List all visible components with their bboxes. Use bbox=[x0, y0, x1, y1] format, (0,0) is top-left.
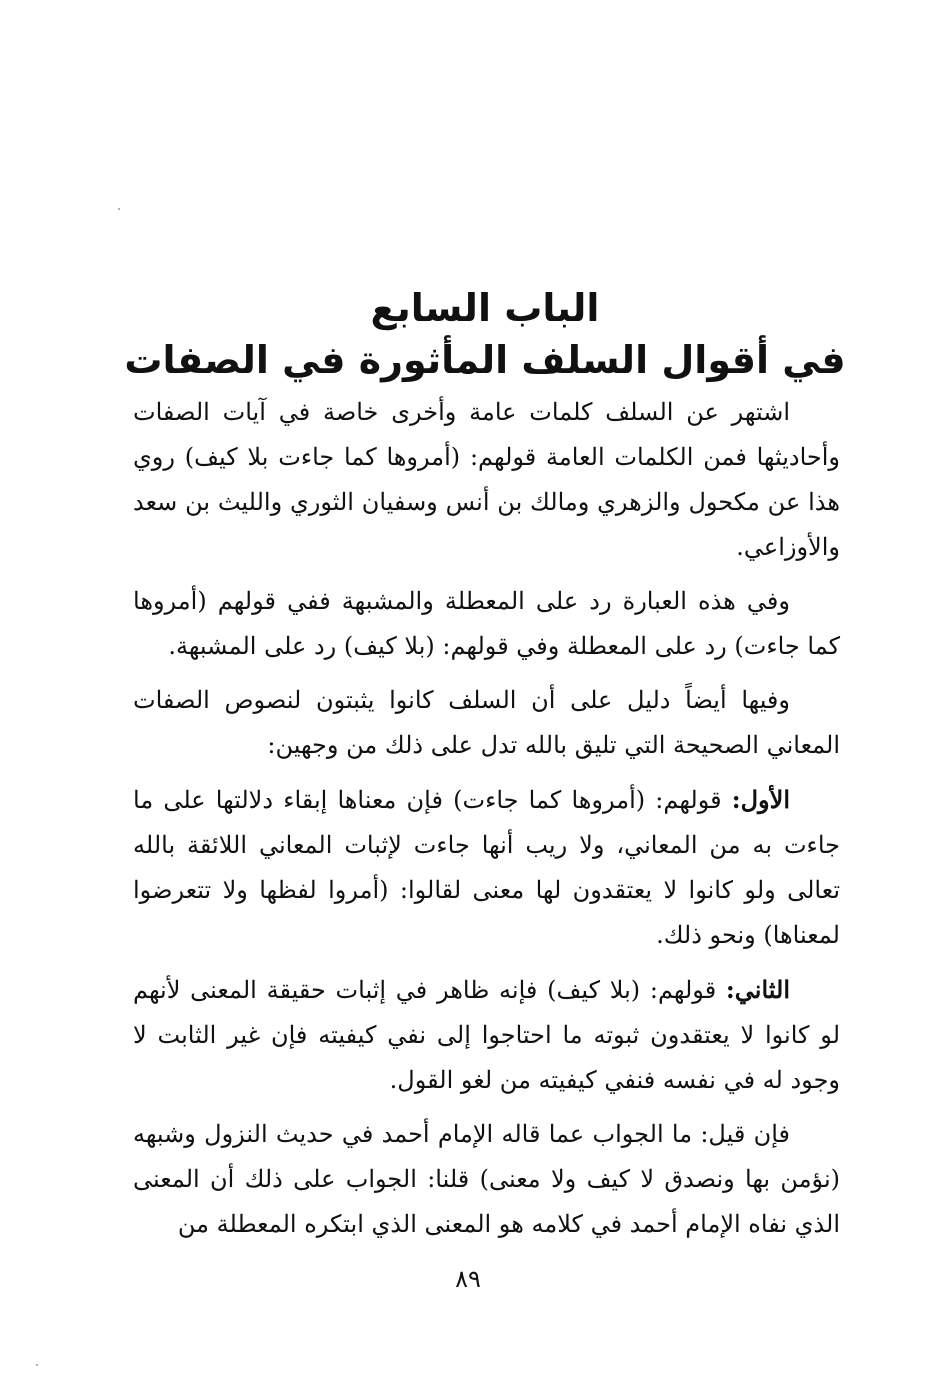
paragraph-3 bbox=[133, 678, 840, 768]
paragraph-lead: الثاني: bbox=[725, 975, 790, 1004]
paragraph-6 bbox=[133, 1112, 840, 1247]
paragraph-2 bbox=[133, 579, 840, 669]
page-number: ٨٩ bbox=[455, 1265, 481, 1293]
paragraph-text: فإن قيل: ما الجواب عما قاله الإمام أحمد في حديث النزول وشبهه (نؤمن بها ونصدق لا كيف ولا معنى) قلنا: الجواب على ذلك أن المعنى الذي نفاه الإمام أحمد في كلامه هو المعنى الذي ابتكره المعطلة من bbox=[133, 1120, 840, 1238]
body-text bbox=[133, 390, 840, 1256]
paragraph-text: وفيها أيضاً دليل على أن السلف كانوا يثبتون لنصوص الصفات المعاني الصحيحة التي تليق بالله تدل على ذلك من وجهين: bbox=[133, 686, 840, 759]
paragraph-text: قولهم: (بلا كيف) فإنه ظاهر في إثبات حقيقة المعنى لأنهم لو كانوا لا يعتقدون ثبوته ما احتاجوا إلى نفي كيفيته فإن غير الثابت لا وجود له في نفسه فنفي كيفيته من لغو القول. bbox=[133, 976, 840, 1094]
paragraph-text: وفي هذه العبارة رد على المعطلة والمشبهة ففي قولهم (أمروها كما جاءت) رد على المعطلة وفي قولهم: (بلا كيف) رد على المشبهة. bbox=[133, 587, 840, 660]
scan-speck bbox=[36, 1364, 38, 1366]
chapter-subtitle: في أقوال السلف المأثورة في الصفات bbox=[124, 338, 846, 382]
scan-speck bbox=[118, 208, 120, 210]
paragraph-4 bbox=[133, 777, 840, 958]
paragraph-text: اشتهر عن السلف كلمات عامة وأخرى خاصة في آيات الصفات وأحاديثها فمن الكلمات العامة قولهم: (أمروها كما جاءت بلا كيف) روي هذا عن مكحول والزهري ومالك بن أنس وسفيان الثوري والليث بن سعد والأوزاعي. bbox=[133, 398, 840, 561]
paragraph-text: قولهم: (أمروها كما جاءت) فإن معناها إبقاء دلالتها على ما جاءت به من المعاني، ولا ريب أنها جاءت لإثبات المعاني اللائقة بالله تعالى ولو كانوا لا يعتقدون لها معنى لقالوا: (أمروا لفظها ولا تتعرضوا لمعناها) ونحو ذلك. bbox=[133, 786, 840, 949]
paragraph-1 bbox=[133, 390, 840, 570]
paragraph-lead: الأول: bbox=[731, 785, 790, 814]
chapter-title: الباب السابع bbox=[370, 286, 600, 330]
paragraph-5 bbox=[133, 967, 840, 1103]
